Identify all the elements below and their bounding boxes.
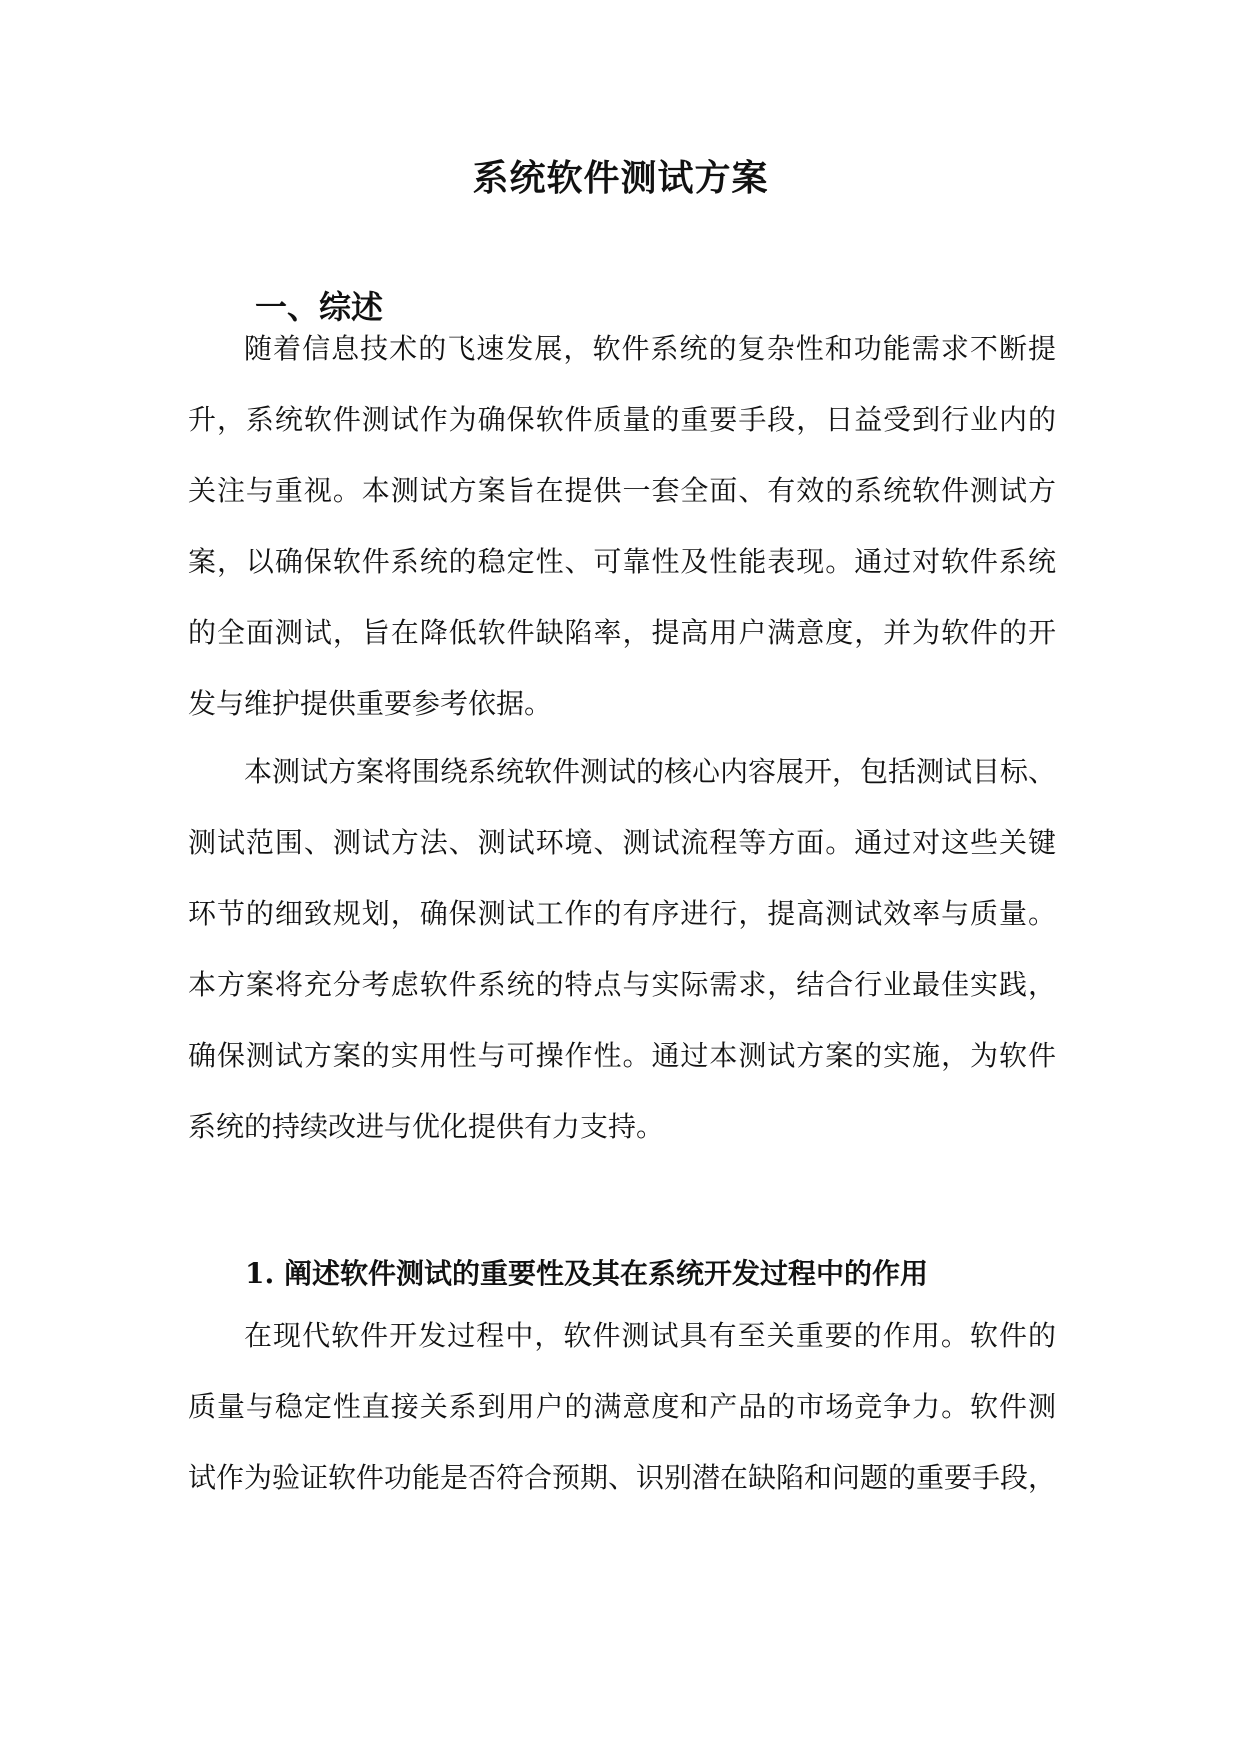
- paragraph-line: 升，系统软件测试作为确保软件质量的重要手段，日益受到行业内的: [188, 403, 1056, 436]
- paragraph-line: 确保测试方案的实用性与可操作性。通过本测试方案的实施，为软件: [188, 1039, 1056, 1072]
- paragraph-line: 发与维护提供重要参考依据。: [188, 687, 553, 720]
- paragraph-line: 随着信息技术的飞速发展，软件系统的复杂性和功能需求不断提: [244, 332, 1056, 365]
- paragraph-line: 案，以确保软件系统的稳定性、可靠性及性能表现。通过对软件系统: [188, 545, 1056, 578]
- paragraph-line: 质量与稳定性直接关系到用户的满意度和产品的市场竞争力。软件测: [188, 1390, 1056, 1423]
- paragraph-line: 在现代软件开发过程中，软件测试具有至关重要的作用。软件的: [244, 1319, 1056, 1352]
- paragraph-line: 测试范围、测试方法、测试环境、测试流程等方面。通过对这些关键: [188, 826, 1056, 859]
- paragraph-line: 关注与重视。本测试方案旨在提供一套全面、有效的系统软件测试方: [188, 474, 1056, 507]
- paragraph: [188, 1300, 1056, 1513]
- paragraph-line: 环节的细致规划，确保测试工作的有序进行，提高测试效率与质量。: [188, 897, 1056, 930]
- paragraph-line: 试作为验证软件功能是否符合预期、识别潜在缺陷和问题的重要手段，: [188, 1461, 1057, 1494]
- paragraph-line: 本测试方案将围绕系统软件测试的核心内容展开，包括测试目标、: [244, 755, 1057, 788]
- document-title: 系统软件测试方案: [472, 157, 769, 199]
- paragraph: [188, 313, 1056, 739]
- section-heading: 一、综述: [255, 288, 384, 326]
- paragraph-line: 的全面测试，旨在降低软件缺陷率，提高用户满意度，并为软件的开: [188, 616, 1056, 649]
- paragraph-line: 本方案将充分考虑软件系统的特点与实际需求，结合行业最佳实践，: [188, 968, 1056, 1001]
- paragraph-line: 系统的持续改进与优化提供有力支持。: [188, 1110, 665, 1143]
- subsection-heading: 1. 阐述软件测试的重要性及其在系统开发过程中的作用: [245, 1257, 928, 1290]
- paragraph: [188, 736, 1056, 1162]
